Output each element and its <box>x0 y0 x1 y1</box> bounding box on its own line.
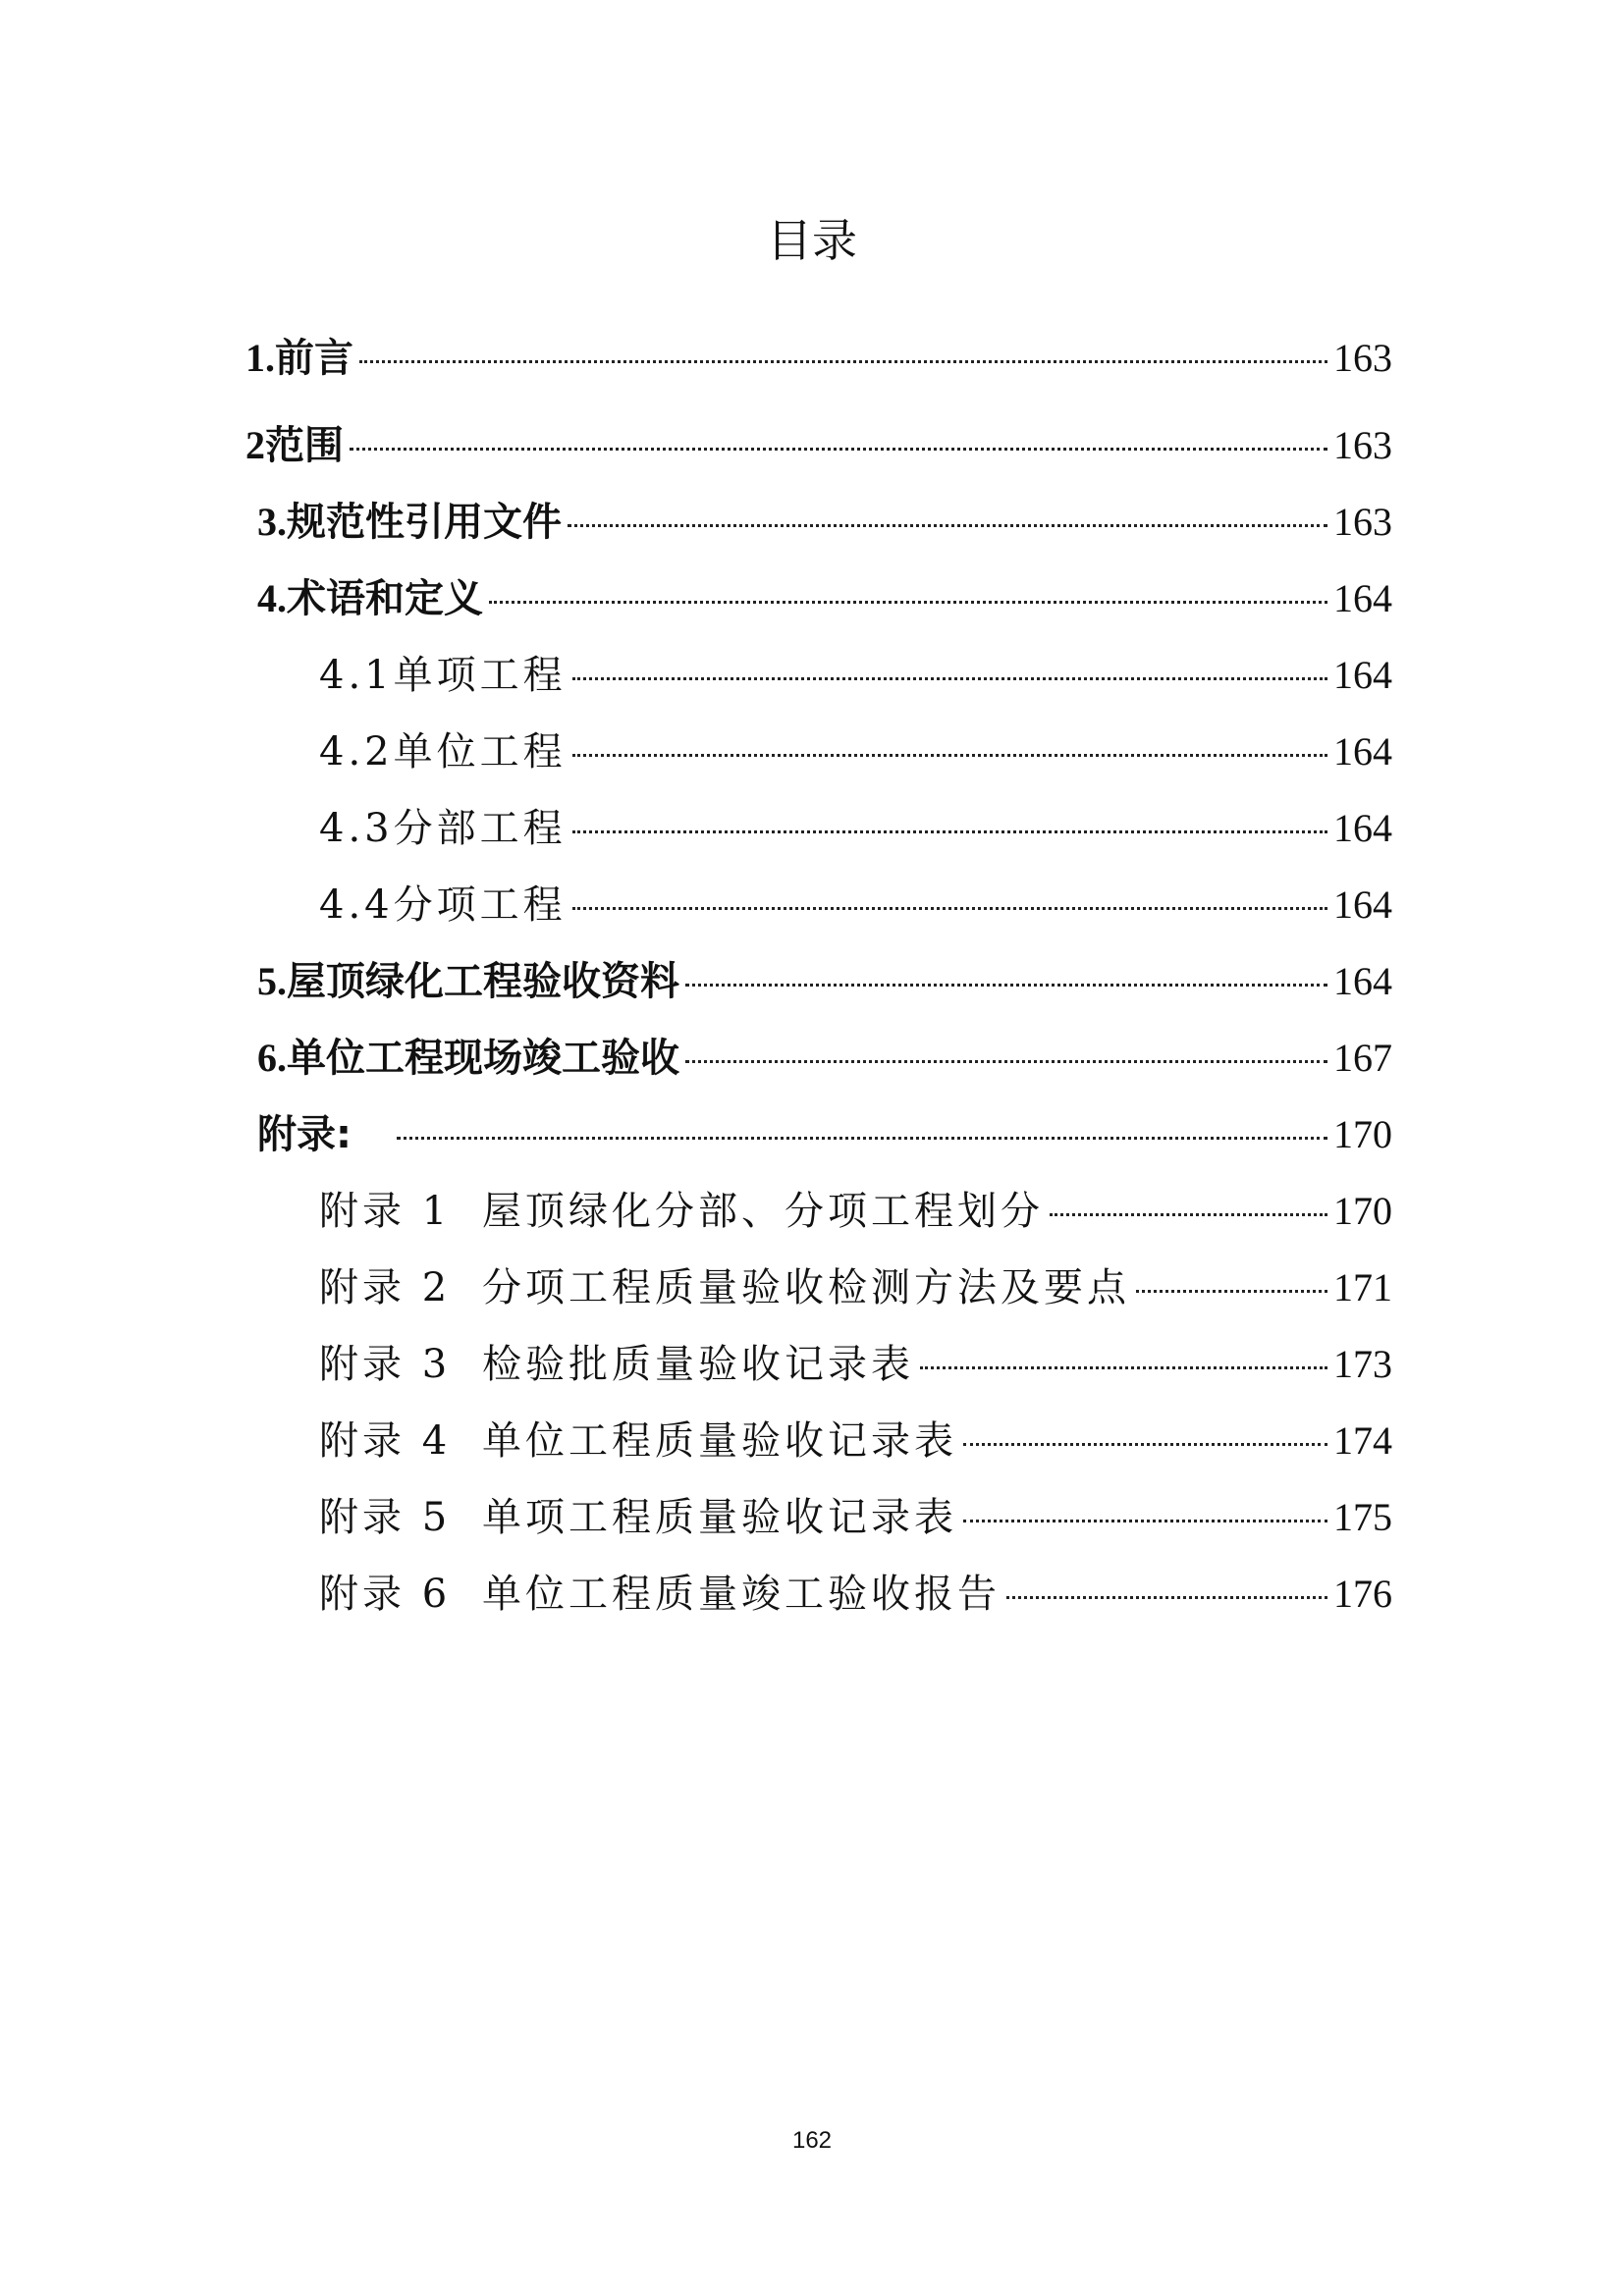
toc-entry-title: 规范性引用文件 <box>287 500 562 545</box>
toc-dot-leader <box>489 601 1327 604</box>
toc-entry-page: 170 <box>1333 1189 1392 1233</box>
toc-entry-scope[interactable] <box>245 416 1392 475</box>
toc-dot-leader <box>963 1520 1327 1522</box>
toc-entry-title: 附录: <box>257 1112 352 1157</box>
toc-entry-number: 附录 2 <box>319 1265 452 1310</box>
toc-entry-number: 附录 3 <box>319 1342 452 1387</box>
toc-entry-page: 164 <box>1333 729 1392 774</box>
toc-entry-number: 1. <box>245 336 275 380</box>
toc-entry-number: 4.1 <box>319 653 394 698</box>
toc-entry-page: 175 <box>1333 1495 1392 1539</box>
toc-entry-title: 单位工程 <box>393 729 567 774</box>
toc-entry-page: 163 <box>1333 423 1392 467</box>
toc-entry-4-1[interactable] <box>319 646 1392 705</box>
toc-entry-number: 附录 1 <box>319 1189 452 1234</box>
toc-dot-leader <box>572 907 1327 910</box>
toc-entry-page: 164 <box>1333 959 1392 1003</box>
toc-entry-number: 2 <box>245 423 265 467</box>
toc-entry-appendix-4[interactable] <box>319 1412 1392 1470</box>
toc-entry-page: 164 <box>1333 806 1392 850</box>
toc-entry-page: 163 <box>1333 336 1392 380</box>
page-title: 目录 <box>767 214 857 267</box>
toc-dot-leader <box>1136 1290 1327 1293</box>
toc-entry-number: 6. <box>257 1036 287 1080</box>
toc-entry-number: 5. <box>257 959 287 1003</box>
toc-entry-4-4[interactable] <box>319 876 1392 934</box>
toc-entry-page: 174 <box>1333 1418 1392 1463</box>
toc-entry-terms-definitions[interactable] <box>257 569 1392 628</box>
toc-entry-title: 单项工程 <box>393 653 567 698</box>
toc-entry-page: 171 <box>1333 1265 1392 1309</box>
toc-entry-title: 分项工程质量验收检测方法及要点 <box>482 1265 1130 1310</box>
toc-entry-appendix-5[interactable] <box>319 1488 1392 1547</box>
page-number: 162 <box>791 2127 833 2154</box>
toc-entry-acceptance-materials[interactable] <box>257 952 1392 1011</box>
toc-entry-appendix-2[interactable] <box>319 1258 1392 1317</box>
toc-entry-title: 术语和定义 <box>287 576 483 621</box>
toc-entry-title: 分项工程 <box>393 882 567 928</box>
toc-dot-leader <box>572 754 1327 757</box>
toc-entry-title: 屋顶绿化工程验收资料 <box>287 959 679 1004</box>
toc-entry-page: 176 <box>1333 1572 1392 1616</box>
toc-dot-leader <box>397 1137 1327 1140</box>
toc-entry-number: 4.2 <box>319 729 394 774</box>
toc-entry-title: 单位工程质量竣工验收报告 <box>482 1572 1001 1617</box>
toc-entry-page: 167 <box>1333 1036 1392 1080</box>
toc-entry-page: 170 <box>1333 1112 1392 1156</box>
toc-entry-title: 分部工程 <box>393 806 567 851</box>
toc-entry-appendix-6[interactable] <box>319 1565 1392 1624</box>
toc-entry-4-3[interactable] <box>319 799 1392 858</box>
toc-dot-leader <box>568 524 1327 527</box>
toc-entry-title: 检验批质量验收记录表 <box>482 1342 914 1387</box>
toc-entry-number: 附录 5 <box>319 1495 452 1540</box>
toc-entry-page: 163 <box>1333 500 1392 544</box>
toc-entry-page: 164 <box>1333 882 1392 927</box>
toc-entry-number: 附录 4 <box>319 1418 452 1464</box>
toc-entry-title: 范围 <box>265 423 344 468</box>
toc-dot-leader <box>572 677 1327 680</box>
toc-entry-page: 173 <box>1333 1342 1392 1386</box>
toc-dot-leader <box>685 1060 1327 1063</box>
toc-dot-leader <box>572 830 1327 833</box>
toc-entry-number: 4.4 <box>319 882 394 928</box>
toc-dot-leader <box>350 448 1327 451</box>
toc-entry-number: 3. <box>257 500 287 544</box>
toc-entry-title: 前言 <box>275 336 353 381</box>
toc-dot-leader <box>963 1443 1327 1446</box>
toc-entry-appendix-1[interactable] <box>319 1182 1392 1241</box>
toc-entry-number: 附录 6 <box>319 1572 452 1617</box>
toc-entry-title: 单位工程质量验收记录表 <box>482 1418 957 1464</box>
toc-entry-title: 单项工程质量验收记录表 <box>482 1495 957 1540</box>
toc-entry-appendix-3[interactable] <box>319 1335 1392 1394</box>
toc-entry-appendix[interactable] <box>257 1105 1392 1164</box>
toc-entry-4-2[interactable] <box>319 722 1392 781</box>
toc-entry-preface[interactable] <box>245 329 1392 388</box>
toc-dot-leader <box>1050 1213 1327 1216</box>
toc-entry-title: 单位工程现场竣工验收 <box>287 1036 679 1081</box>
toc-dot-leader <box>920 1366 1327 1369</box>
toc-entry-page: 164 <box>1333 576 1392 620</box>
toc-dot-leader <box>685 984 1327 987</box>
toc-entry-page: 164 <box>1333 653 1392 697</box>
toc-entry-number: 4. <box>257 576 287 620</box>
toc-entry-normative-references[interactable] <box>257 493 1392 552</box>
toc-entry-site-acceptance[interactable] <box>257 1029 1392 1088</box>
toc-dot-leader <box>359 360 1327 363</box>
toc-dot-leader <box>1006 1596 1327 1599</box>
toc-entry-number: 4.3 <box>319 806 394 851</box>
toc-entry-title: 屋顶绿化分部、分项工程划分 <box>482 1189 1044 1234</box>
